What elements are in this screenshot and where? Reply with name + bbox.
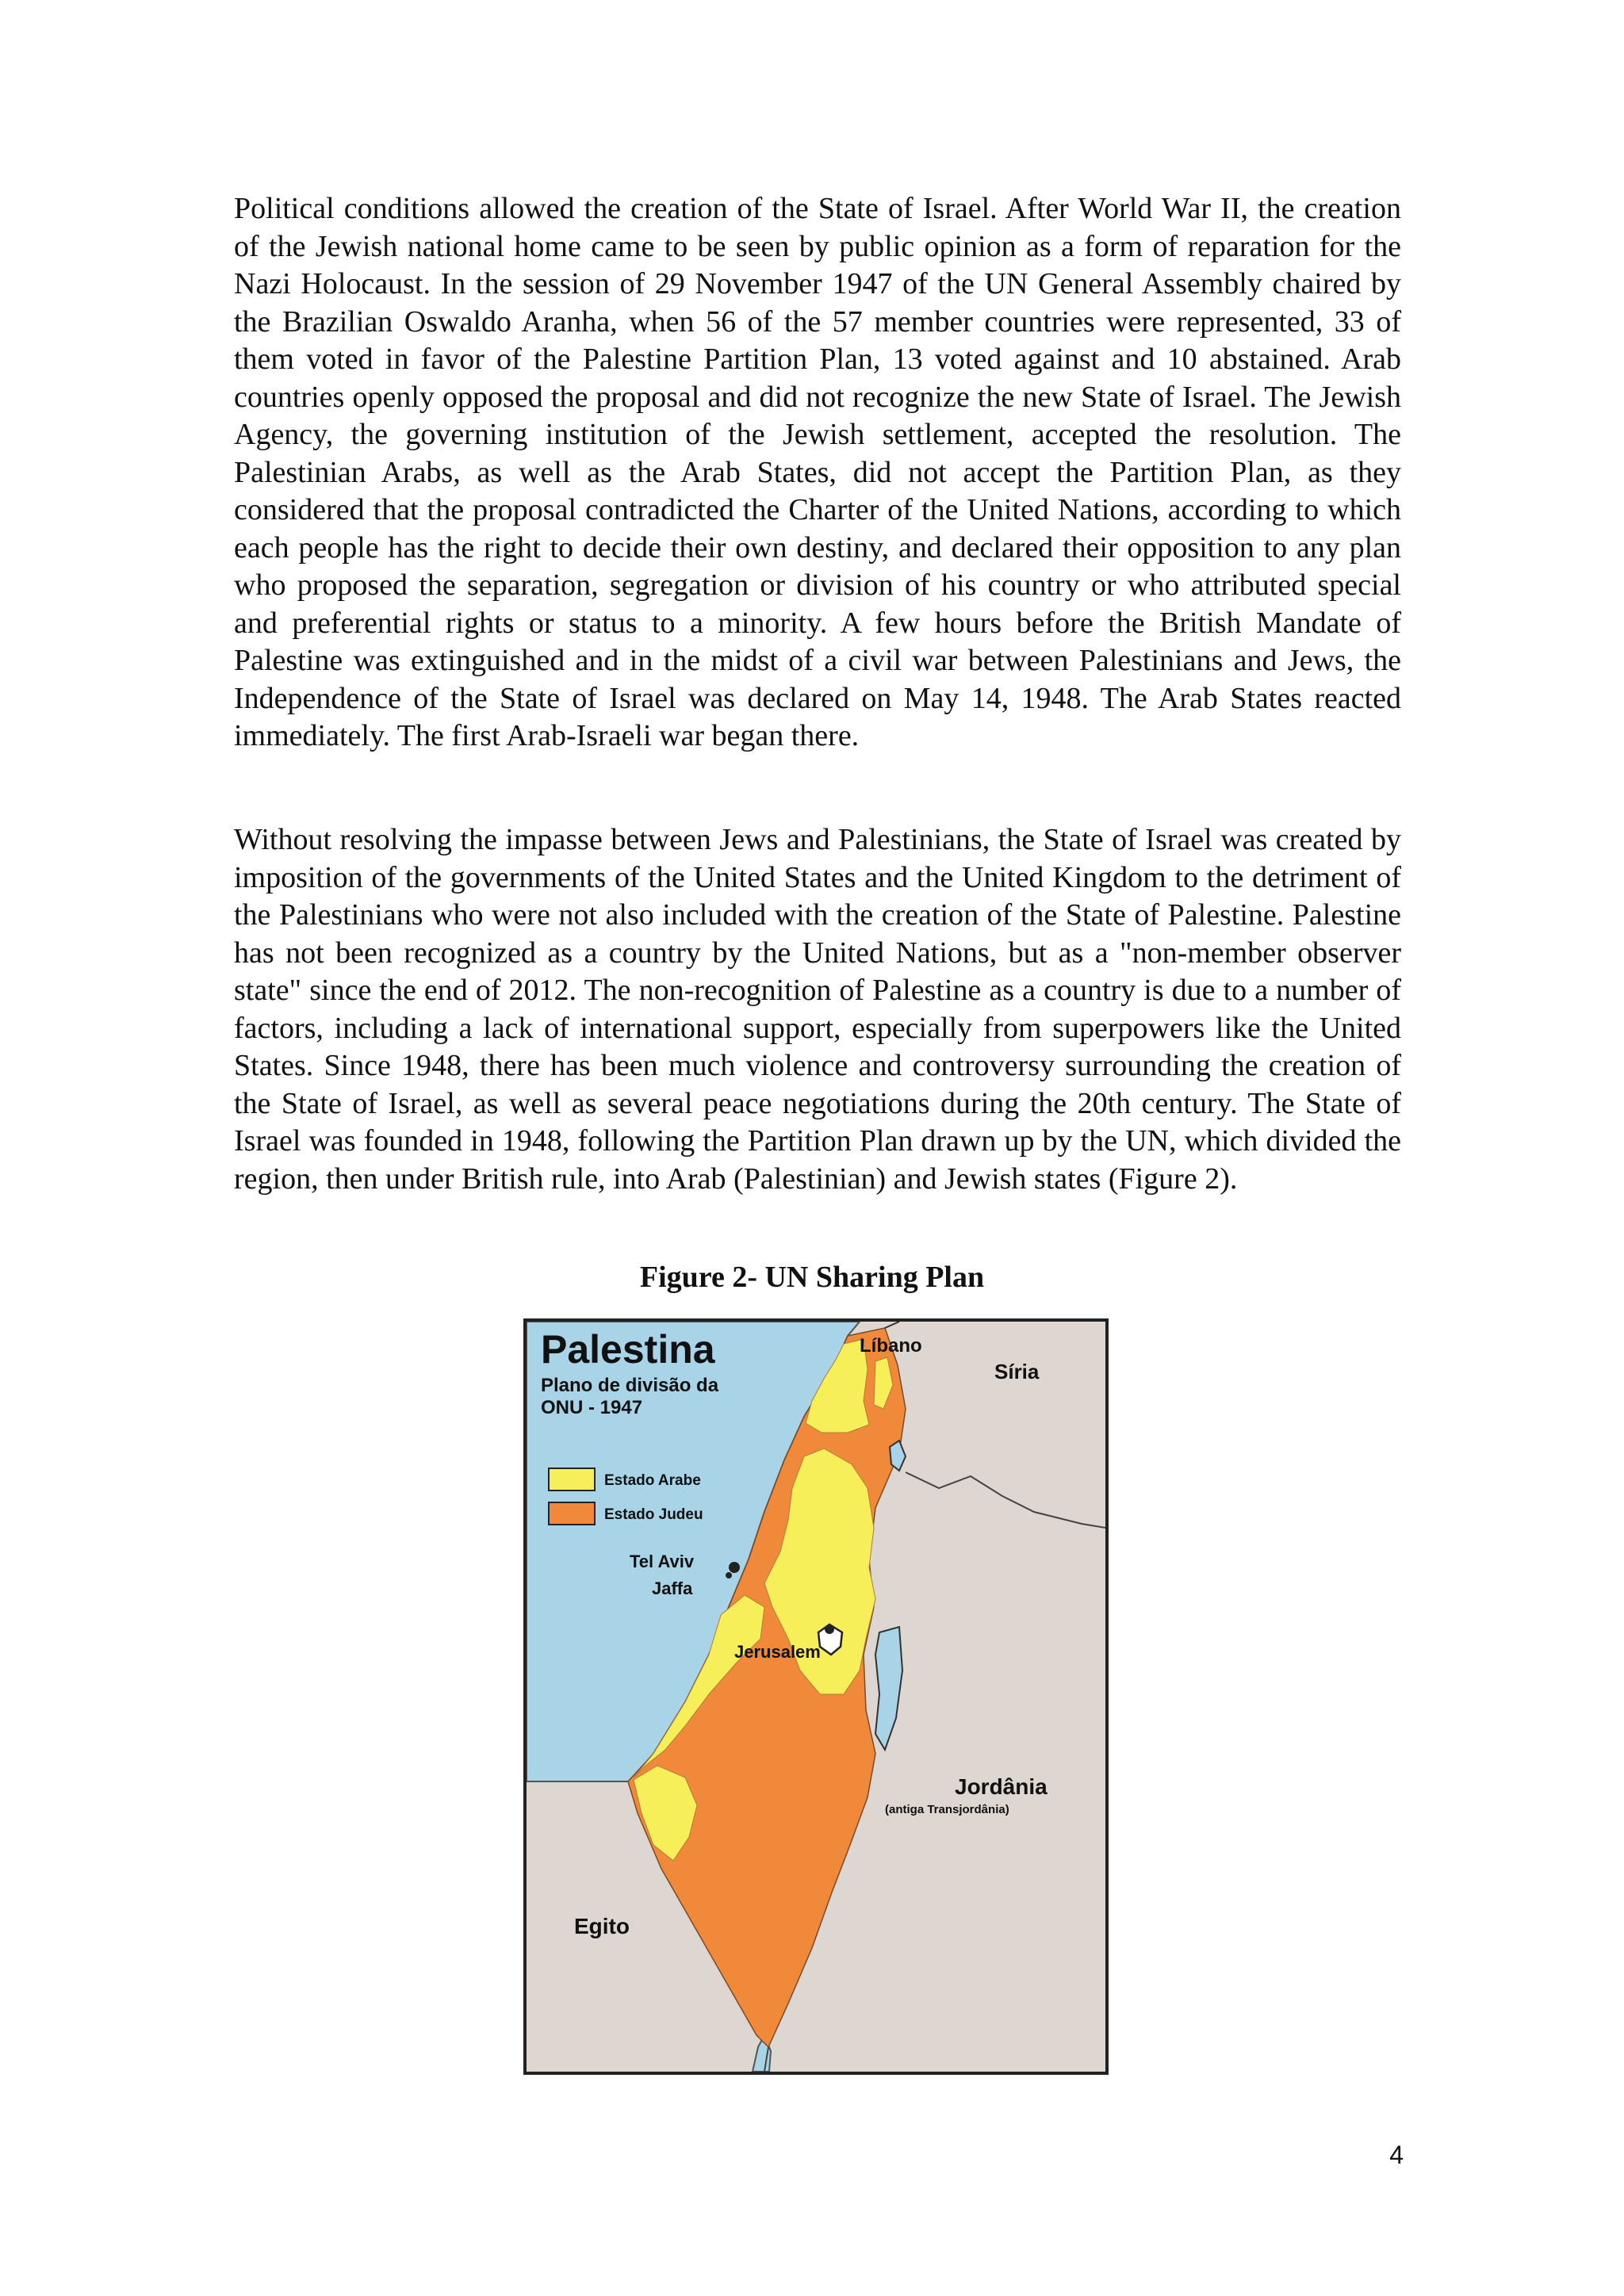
label-tel-aviv: Tel Aviv: [630, 1552, 695, 1571]
legend-label-arab: Estado Arabe: [604, 1472, 701, 1489]
paragraph-2: Without resolving the impasse between Jews and Palestinians, the State of Israel was created by imposition of the governments of the United States and the United Kingdom to the detriment of the Palestinians who were not also included with the creation of the State of Palestine. Palestine has not been recognized as a country by the United Nations, but as a "non-member observer state" since the end of 2012. The non-recognition of Palestine as a country is due to a number of factors, including a lack of international support, especially from superpowers like the United States. Since 1948, there has been much violence and controversy surrounding the creation of the State of Israel, as well as several peace negotiations during the 20th century. The State of Israel was founded in 1948, following the Partition Plan drawn up by the UN, which divided the region, then under British rule, into Arab (Palestinian) and Jewish states (Figure 2).: [234, 823, 1401, 1196]
map-subtitle-line2: ONU - 1947: [541, 1397, 643, 1418]
legend-swatch-arab: [549, 1468, 595, 1490]
legend-label-jewish: Estado Judeu: [604, 1506, 703, 1523]
partition-map-figure: [523, 1318, 1109, 2075]
label-egypt: Egito: [574, 1914, 630, 1938]
jaffa-marker: [726, 1572, 732, 1578]
label-jordan: Jordânia: [955, 1774, 1048, 1799]
partition-map: [527, 1322, 1105, 2072]
paragraph-1: Political conditions allowed the creation of the State of Israel. After World War II, the creation of the Jewish national home came to be seen by public opinion as a form of reparation for the Nazi Holocaust. In the session of 29 November 1947 of the UN General Assembly chaired by the Brazilian Oswaldo Aranha, when 56 of the 57 member countries were represented, 33 of them voted in favor of the Palestine Partition Plan, 13 voted against and 10 abstained. Arab countries openly opposed the proposal and did not recognize the new State of Israel. The Jewish Agency, the governing institution of the Jewish settlement, accepted the resolution. The Palestinian Arabs, as well as the Arab States, did not accept the Partition Plan, as they considered that the proposal contradicted the Charter of the United Nations, according to which each people has the right to decide their own destiny, and declared their opposition to any plan who proposed the separation, segregation or division of his country or who attributed special and preferential rights or status to a minority. A few hours before the British Mandate of Palestine was extinguished and in the midst of a civil war between Palestinians and Jews, the Independence of the State of Israel was declared on May 14, 1948. The Arab States reacted immediately. The first Arab-Israeli war began there.: [234, 192, 1401, 752]
label-jerusalem: Jerusalem: [734, 1642, 821, 1662]
label-jordan-note: (antiga Transjordânia): [885, 1803, 1009, 1816]
jerusalem-marker: [825, 1624, 834, 1634]
label-jaffa: Jaffa: [652, 1578, 693, 1598]
figure-caption: Figure 2- UN Sharing Plan: [639, 1261, 985, 1294]
label-lebanon: Líbano: [860, 1335, 922, 1357]
tel-aviv-marker: [729, 1562, 740, 1573]
label-syria: Síria: [994, 1360, 1040, 1383]
map-subtitle-line1: Plano de divisão da: [541, 1375, 719, 1396]
page-number: 4: [1389, 2141, 1404, 2169]
legend-swatch-jewish: [549, 1502, 595, 1525]
map-title: Palestina: [541, 1327, 715, 1372]
